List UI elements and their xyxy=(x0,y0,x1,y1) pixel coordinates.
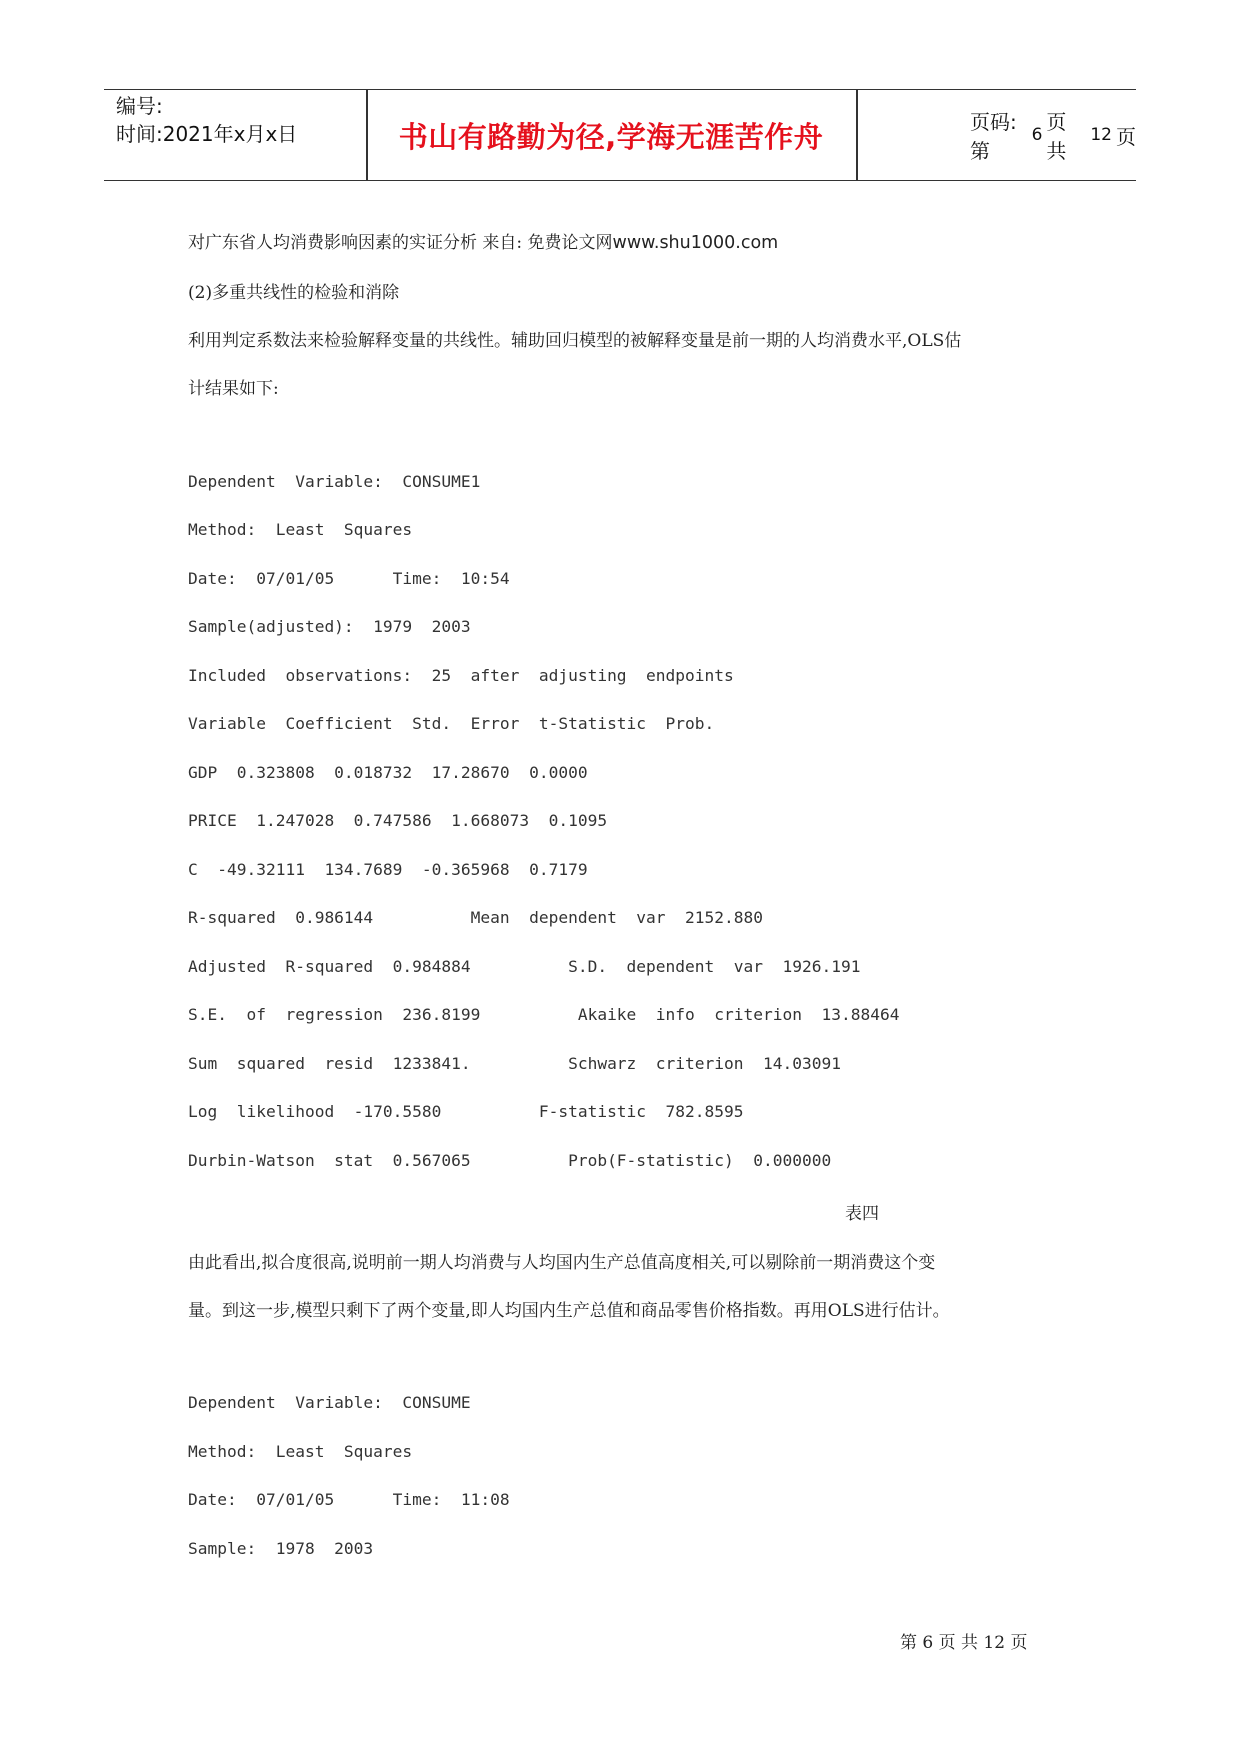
table4-line: Included observations: 25 after adjusting endpoints xyxy=(188,666,734,685)
paragraph-2-line-2: 量。到这一步,模型只剩下了两个变量,即人均国内生产总值和商品零售价格指数。再用OLS进行估计。 xyxy=(188,1301,950,1321)
section-heading: (2)多重共线性的检验和消除 xyxy=(188,283,400,303)
table4-line: Log likelihood -170.5580 F-statistic 782.8595 xyxy=(188,1102,744,1121)
header-time-label: 时间:2021年x月x日 xyxy=(116,122,298,146)
table4-line: R-squared 0.986144 Mean dependent var 2152.880 xyxy=(188,908,763,927)
header-page-prefix: 页码:第 xyxy=(970,110,1017,163)
table5-line: Dependent Variable: CONSUME xyxy=(188,1393,471,1412)
table4-line: Dependent Variable: CONSUME1 xyxy=(188,472,481,491)
table4-line: Sample(adjusted): 1979 2003 xyxy=(188,617,471,636)
header-number-label: 编号: xyxy=(116,94,163,118)
table4-line: S.E. of regression 236.8199 Akaike info criterion 13.88464 xyxy=(188,1005,900,1024)
header-meta xyxy=(116,92,297,148)
source-line-text: 对广东省人均消费影响因素的实证分析 来自: 免费论文网 xyxy=(188,233,613,253)
table4-line: Sum squared resid 1233841. Schwarz criterion 14.03091 xyxy=(188,1054,841,1073)
source-line xyxy=(188,228,778,253)
table4-line: GDP 0.323808 0.018732 17.28670 0.0000 xyxy=(188,763,588,782)
source-site-link[interactable]: www.shu1000.com xyxy=(612,233,779,253)
header-divider-right xyxy=(856,90,858,180)
paragraph-2-line-1: 由此看出,拟合度很高,说明前一期人均消费与人均国内生产总值高度相关,可以剔除前一期消费这个变 xyxy=(188,1253,936,1273)
paragraph-1-line-2: 计结果如下: xyxy=(188,379,279,399)
table4-line: Adjusted R-squared 0.984884 S.D. dependent var 1926.191 xyxy=(188,957,861,976)
table4-line: Method: Least Squares xyxy=(188,520,413,539)
page-footer: 第 6 页 共 12 页 xyxy=(900,1633,1028,1653)
header-page-total: 12 xyxy=(1090,125,1112,145)
table4-caption: 表四 xyxy=(845,1204,879,1224)
table5-line: Method: Least Squares xyxy=(188,1442,413,1461)
table4-line: Durbin-Watson stat 0.567065 Prob(F-statistic) 0.000000 xyxy=(188,1151,832,1170)
table4-line: Date: 07/01/05 Time: 10:54 xyxy=(188,569,510,588)
table5-line: Sample: 1978 2003 xyxy=(188,1539,374,1558)
header-page-indicator xyxy=(970,90,1136,180)
page-header xyxy=(104,89,1136,181)
header-page-middle: 页 共 xyxy=(1046,110,1067,163)
paragraph-1-line-1: 利用判定系数法来检验解释变量的共线性。辅助回归模型的被解释变量是前一期的人均消费水平,OLS估 xyxy=(188,331,962,351)
header-page-suffix: 页 xyxy=(1116,124,1136,149)
table5-line: Date: 07/01/05 Time: 11:08 xyxy=(188,1490,510,1509)
table4-line: PRICE 1.247028 0.747586 1.668073 0.1095 xyxy=(188,811,608,830)
table4-line: C -49.32111 134.7689 -0.365968 0.7179 xyxy=(188,860,588,879)
header-page-current: 6 xyxy=(1031,125,1043,145)
table4-line: Variable Coefficient Std. Error t-Statistic Prob. xyxy=(188,714,715,733)
header-motto: 书山有路勤为径,学海无涯苦作舟 xyxy=(398,119,824,154)
